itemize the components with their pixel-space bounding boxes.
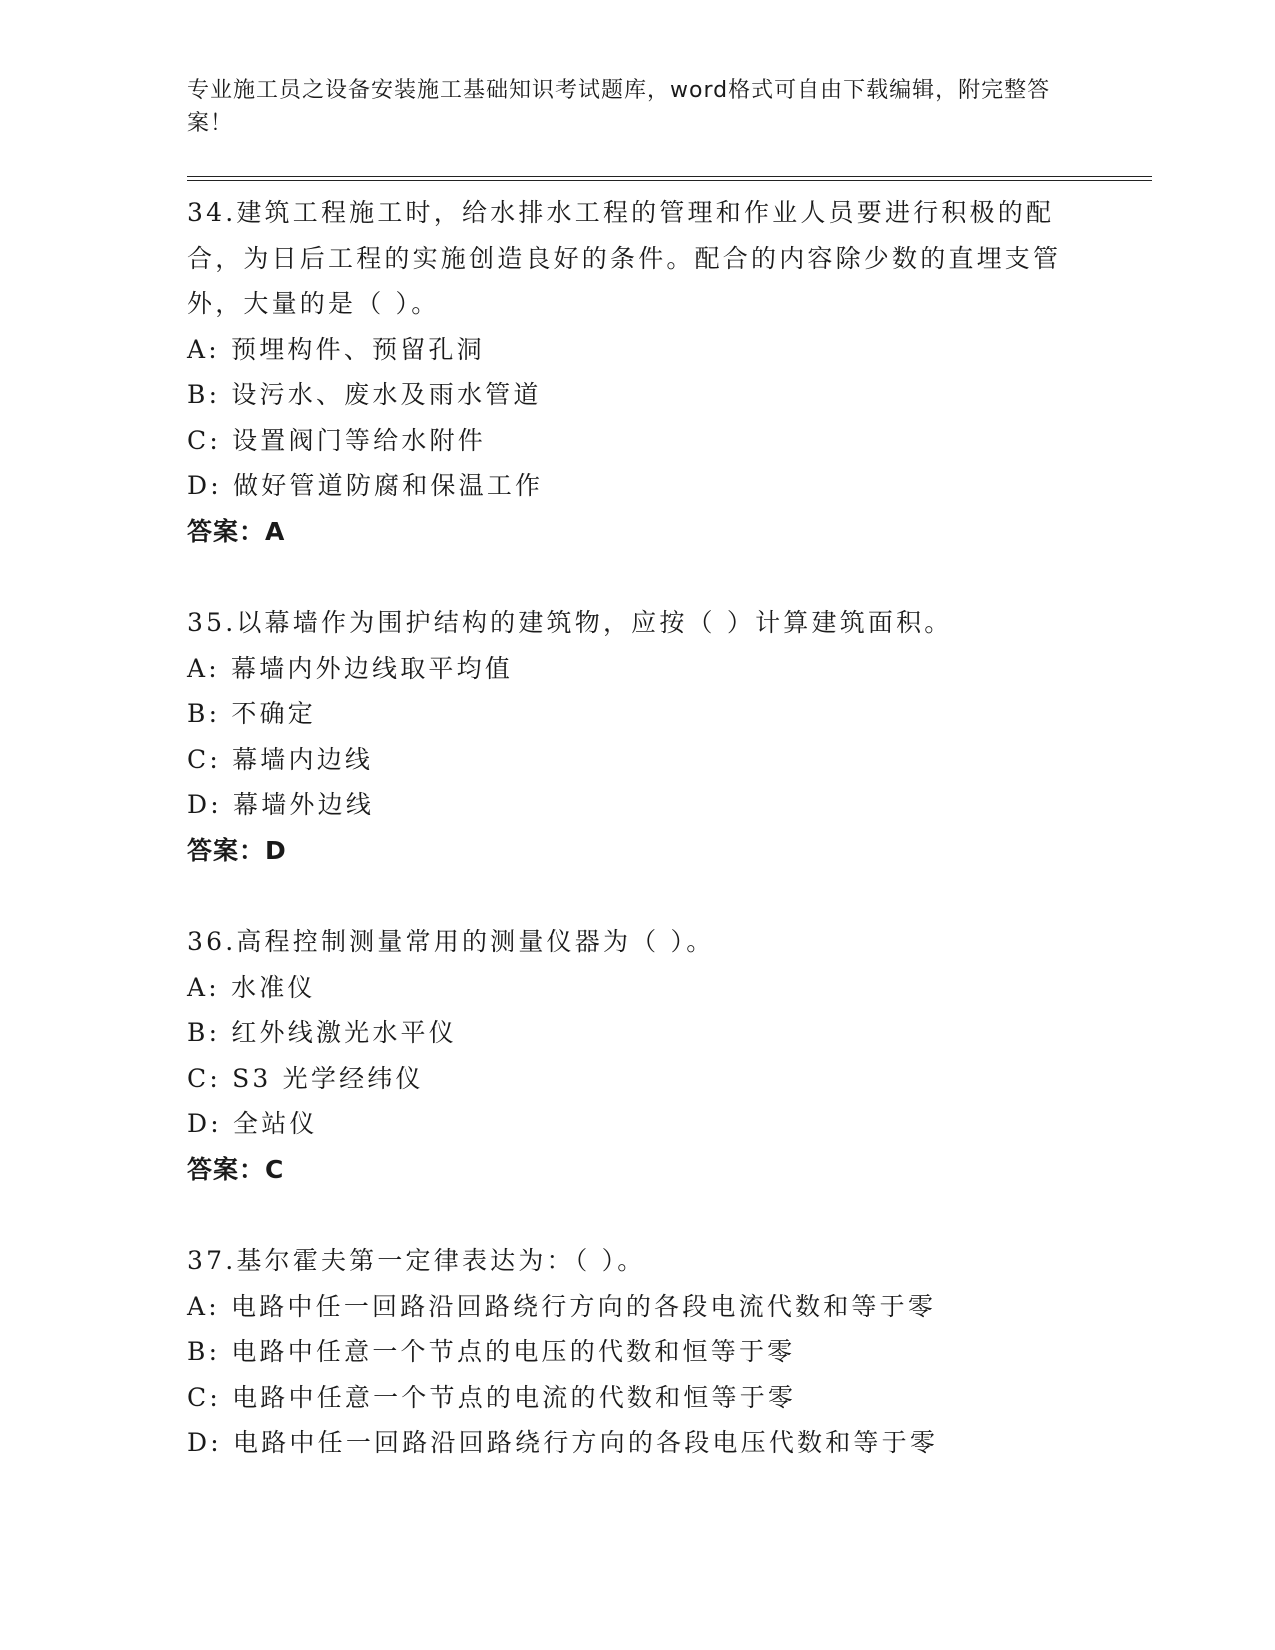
option-a: A: 电路中任一回路沿回路绕行方向的各段电流代数和等于零 xyxy=(187,1291,937,1321)
option-c: C: 电路中任意一个节点的电流的代数和恒等于零 xyxy=(187,1382,797,1412)
option-d: D: 做好管道防腐和保温工作 xyxy=(187,471,544,500)
option-d: D: 电路中任一回路沿回路绕行方向的各段电压代数和等于零 xyxy=(187,1428,939,1457)
answer: 答案：A xyxy=(187,516,286,546)
option-d: D: 全站仪 xyxy=(187,1109,318,1138)
option-b: B: 设污水、废水及雨水管道 xyxy=(187,380,542,409)
document-header: 专业施工员之设备安装施工基础知识考试题库，word格式可自由下载编辑，附完整答案！ xyxy=(187,78,1051,136)
header-divider xyxy=(187,176,1152,181)
option-a: A: 预埋构件、预留孔洞 xyxy=(187,334,485,364)
option-d: D: 幕墙外边线 xyxy=(187,790,375,819)
answer: 答案：D xyxy=(187,835,287,865)
option-b: B: 红外线激光水平仪 xyxy=(187,1018,457,1047)
question-stem: 34.建筑工程施工时，给水排水工程的管理和作业人员要进行积极的配合，为日后工程的实施创造良好的条件。配合的内容除少数的直埋支管外，大量的是（ ）。 xyxy=(187,198,1062,318)
question-34 xyxy=(187,190,1087,554)
question-36 xyxy=(187,919,1087,1192)
option-c: C: 幕墙内边线 xyxy=(187,744,374,774)
question-stem: 36.高程控制测量常用的测量仪器为（ ）。 xyxy=(187,927,715,956)
answer: 答案：C xyxy=(187,1154,285,1184)
option-b: B: 电路中任意一个节点的电压的代数和恒等于零 xyxy=(187,1337,796,1366)
option-c: C: 设置阀门等给水附件 xyxy=(187,425,486,455)
question-37 xyxy=(187,1238,1087,1466)
option-b: B: 不确定 xyxy=(187,699,316,728)
option-c: C: S3 光学经纬仪 xyxy=(187,1063,424,1093)
question-stem: 37.基尔霍夫第一定律表达为：（ ）。 xyxy=(187,1246,646,1275)
option-a: A: 幕墙内外边线取平均值 xyxy=(187,653,514,683)
option-a: A: 水准仪 xyxy=(187,972,316,1002)
question-stem: 35.以幕墙作为围护结构的建筑物，应按（ ）计算建筑面积。 xyxy=(187,608,953,637)
question-35 xyxy=(187,600,1087,873)
question-list xyxy=(187,190,1087,1512)
